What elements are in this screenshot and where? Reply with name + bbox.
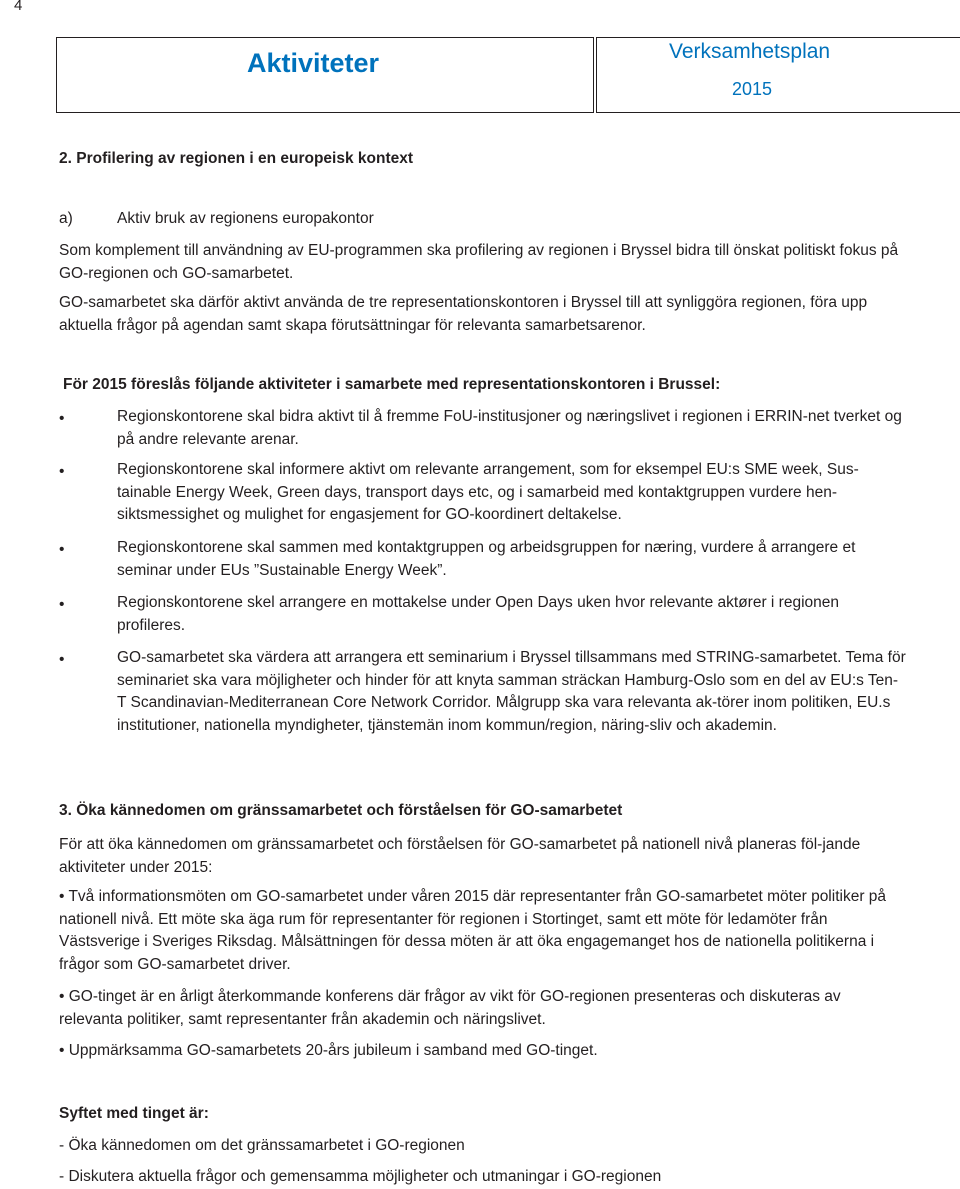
bullet: • — [59, 541, 65, 558]
bullet: • — [59, 410, 65, 427]
activity-item: Regionskontorene skel arrangere en mottakelse under Open Days uken hvor relevante aktører i regionen profileres. — [117, 594, 840, 634]
header-plan: Verksamhetsplan — [669, 40, 831, 63]
bullet: • — [59, 596, 65, 613]
page-number: 4 — [14, 0, 23, 14]
subsection-a — [59, 208, 901, 231]
section3-intro: För att öka kännedomen om gränssamarbetet och förståelsen för GO-samarbetet på nationell nivå planeras föl-jande aktiviteter under 2015: — [59, 836, 861, 876]
purpose-item: - Öka kännedomen om det gränssamarbetet i GO-regionen — [59, 1137, 465, 1154]
section2-heading: 2. Profilering av regionen i en europeisk kontext — [59, 150, 414, 167]
subsection-title: Aktiv bruk av regionens europakontor — [117, 210, 374, 227]
header-year: 2015 — [732, 79, 773, 99]
section2-para2: GO-samarbetet ska därför aktivt använda de tre representationskontoren i Bryssel till att synliggöra regionen, föra upp aktuella frågor på agendan samt skapa förutsättningar för relevanta samarbetsarenor. — [59, 294, 868, 334]
section3-item: • Uppmärksamma GO-samarbetets 20-års jubileum i samband med GO-tinget. — [59, 1042, 598, 1059]
bullet: • — [59, 651, 65, 668]
activity-item: Regionskontorene skal informere aktivt om relevante arrangement, som for eksempel EU:s SME week, Sus-tainable Energy Week, Green days, transport days etc, og i samarbeid med kontaktgruppen vurdere hen-siktsmessighet og mulighet for engasjement for GO-koordinert deltakelse. — [117, 461, 859, 523]
activity-item: Regionskontorene skal sammen med kontaktgruppen og arbeidsgruppen for næring, vurdere å arrangere et seminar under EUs ”Sustainable Energy Week”. — [117, 539, 856, 579]
purpose-item: - Diskutera aktuella frågor och gemensamma möjligheter och utmaningar i GO-regionen — [59, 1168, 662, 1185]
section3-item: • Två informationsmöten om GO-samarbetet under våren 2015 där representanter från GO-samarbetet möter politiker på nationell nivå. Ett möte ska äga rum för representanter för regionen i Stortinget, samt ett möte för ledamöter från Västsverige i Sveriges Riksdag. Målsättningen för dessa möten är att öka engagemanget hos de nationella politikerna i frågor som GO-samarbetet driver. — [59, 888, 887, 973]
bullet: • — [59, 463, 65, 480]
activities-lead: För 2015 föreslås följande aktiviteter i samarbete med representationskontoren i Brussel: — [63, 376, 721, 393]
section3-item: • GO-tinget är en årligt återkommande konferens där frågor av vikt för GO-regionen presenteras och diskuteras av relevanta politiker, samt representanter från akademin och näringslivet. — [59, 988, 841, 1028]
section3-heading: 3. Öka kännedomen om gränssamarbetet och förståelsen för GO-samarbetet — [59, 802, 623, 819]
activity-item: Regionskontorene skal bidra aktivt til å fremme FoU-institusjoner og næringslivet i regionen i ERRIN-net tverket og på andre relevante arenar. — [117, 408, 902, 448]
subsection-label: a) — [59, 210, 73, 227]
header-title: Aktiviteter — [247, 48, 380, 78]
section2-para1: Som komplement till användning av EU-programmen ska profilering av regionen i Bryssel bidra till önskat politiskt fokus på GO-regionen och GO-samarbetet. — [59, 242, 899, 282]
activity-item: GO-samarbetet ska värdera att arrangera ett seminarium i Bryssel tillsammans med STRING-samarbetet. Tema för seminariet ska vara möjligheter och hinder för att knyta samman sträckan Hamburg-Oslo som en del av EU:s Ten-T Scandinavian-Mediterranean Core Network Corridor. Målgrupp ska vara relevanta ak-törer inom politiken, EU.s institutioner, nationella myndigheter, tjänstemän inom kommun/region, näring-sliv och akademin. — [117, 649, 906, 734]
purpose-heading: Syftet med tinget är: — [59, 1105, 209, 1122]
